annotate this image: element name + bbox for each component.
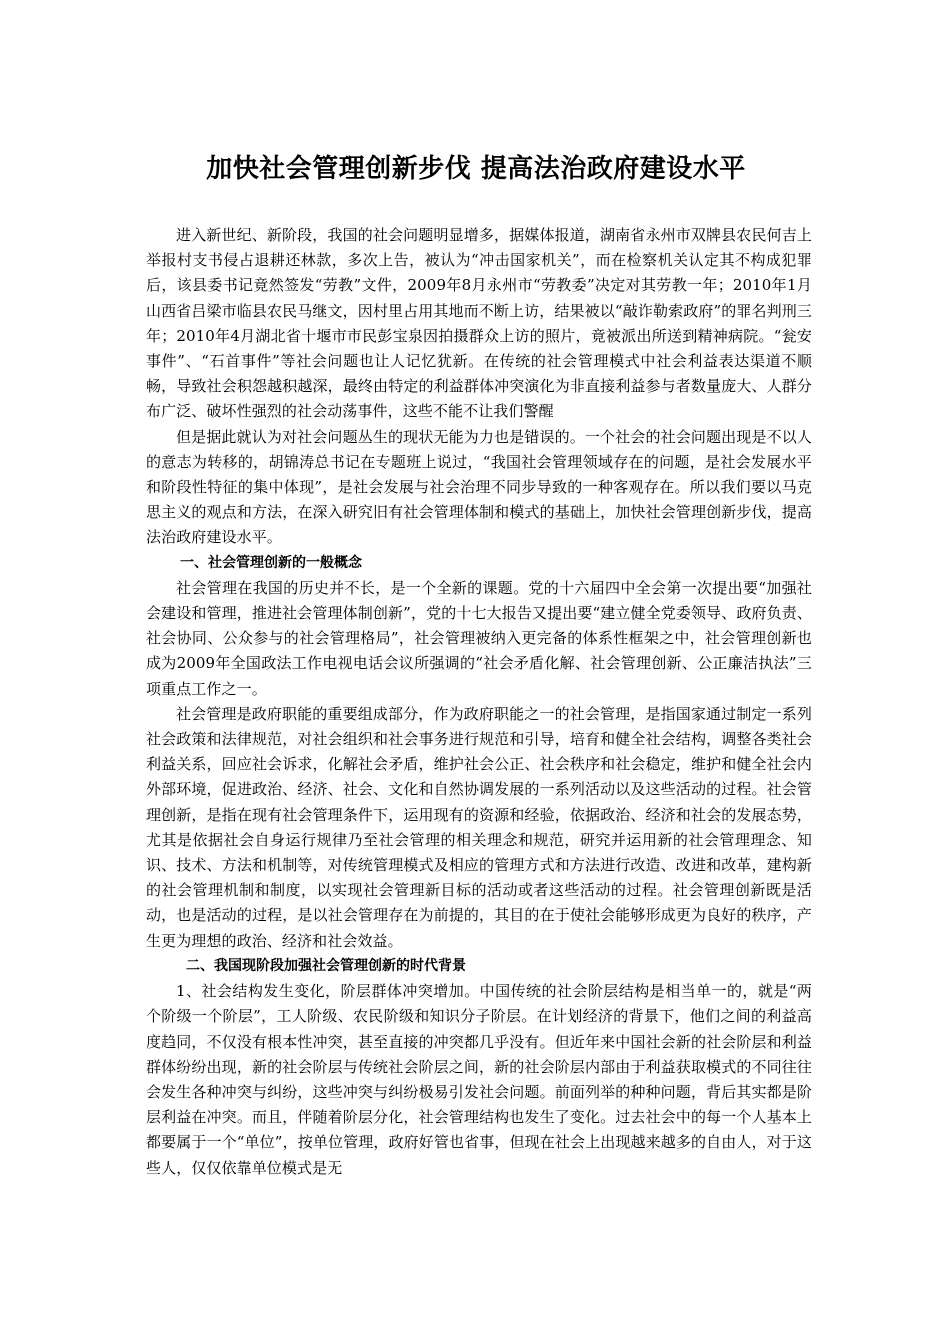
- document-body: [146, 223, 812, 1181]
- section1-paragraph-1: 社会管理在我国的历史并不长，是一个全新的课题。党的十六届四中全会第一次提出要“加强社会建设和管理，推进社会管理体制创新”，党的十七大报告又提出要“建立健全党委领导、政府负责、社会协同、公众参与的社会管理格局”，社会管理被纳入更完备的体系性框架之中，社会管理创新也成为2009年全国政法工作电视电话会议所强调的“社会矛盾化解、社会管理创新、公正廉洁执法”三项重点工作之一。: [146, 578, 812, 698]
- section-heading-2: 二、我国现阶段加强社会管理创新的时代背景: [186, 957, 466, 974]
- section1-paragraph-2: 社会管理是政府职能的重要组成部分，作为政府职能之一的社会管理，是指国家通过制定一系列社会政策和法律规范，对社会组织和社会事务进行规范和引导，培育和健全社会结构，调整各类社会利益关系，回应社会诉求，化解社会矛盾，维护社会公正、社会秩序和社会稳定，维护和健全社会内外部环境，促进政治、经济、社会、文化和自然协调发展的一系列活动以及这些活动的过程。社会管理创新，是指在现有社会管理条件下，运用现有的资源和经验，依据政治、经济和社会的发展态势，尤其是依据社会自身运行规律乃至社会管理的相关理念和规范，研究并运用新的社会管理理念、知识、技术、方法和机制等，对传统管理模式及相应的管理方式和方法进行改造、改进和改革，建构新的社会管理机制和制度，以实现社会管理新目标的活动或者这些活动的过程。社会管理创新既是活动，也是活动的过程，是以社会管理存在为前提的，其目的在于使社会能够形成更为良好的秩序，产生更为理想的政治、经济和社会效益。: [146, 704, 812, 950]
- section2-paragraph-1: 1、社会结构发生变化，阶层群体冲突增加。中国传统的社会阶层结构是相当单一的，就是“两个阶级一个阶层”，工人阶级、农民阶级和知识分子阶层。在计划经济的背景下，他们之间的利益高度趋同，不仅没有根本性冲突，甚至直接的冲突都几乎没有。但近年来中国社会新的社会阶层和利益群体纷纷出现，新的社会阶层与传统社会阶层之间，新的社会阶层内部由于利益获取模式的不同往往会发生各种冲突与纠纷，这些冲突与纠纷极易引发社会问题。前面列举的种种问题，背后其实都是阶层利益在冲突。而且，伴随着阶层分化，社会管理结构也发生了变化。过去社会中的每一个人基本上都要属于一个“单位”，按单位管理，政府好管也省事，但现在社会上出现越来越多的自由人，对于这些人，仅仅依靠单位模式是无: [146, 982, 812, 1177]
- intro-paragraph-2: 但是据此就认为对社会问题丛生的现状无能为力也是错误的。一个社会的社会问题出现是不以人的意志为转移的，胡锦涛总书记在专题班上说过，“我国社会管理领域存在的问题，是社会发展水平和阶段性特征的集中体现”，是社会发展与社会治理不同步导致的一种客观存在。所以我们要以马克思主义的观点和方法，在深入研究旧有社会管理体制和模式的基础上，加快社会管理创新步伐，提高法治政府建设水平。: [146, 427, 812, 547]
- document-title: 加快社会管理创新步伐 提高法治政府建设水平: [206, 154, 746, 185]
- intro-paragraph-1: 进入新世纪、新阶段，我国的社会问题明显增多，据媒体报道，湖南省永州市双牌县农民何吉上举报村支书侵占退耕还林款，多次上告，被认为“冲击国家机关”，而在检察机关认定其不构成犯罪后，该县委书记竟然签发“劳教”文件，2009年8月永州市“劳教委”决定对其劳教一年；2010年1月山西省吕梁市临县农民马继文，因村里占用其地而不断上访，结果被以“敲诈勒索政府”的罪名判刑三年；2010年4月湖北省十堰市市民彭宝泉因拍摄群众上访的照片，竟被派出所送到精神病院。“瓮安事件”、“石首事件”等社会问题也让人记忆犹新。在传统的社会管理模式中社会利益表达渠道不顺畅，导致社会积怨越积越深，最终由特定的利益群体冲突演化为非直接利益参与者数量庞大、人群分布广泛、破坏性强烈的社会动荡事件，这些不能不让我们警醒: [146, 226, 812, 421]
- section-heading-1: 一、社会管理创新的一般概念: [180, 554, 362, 571]
